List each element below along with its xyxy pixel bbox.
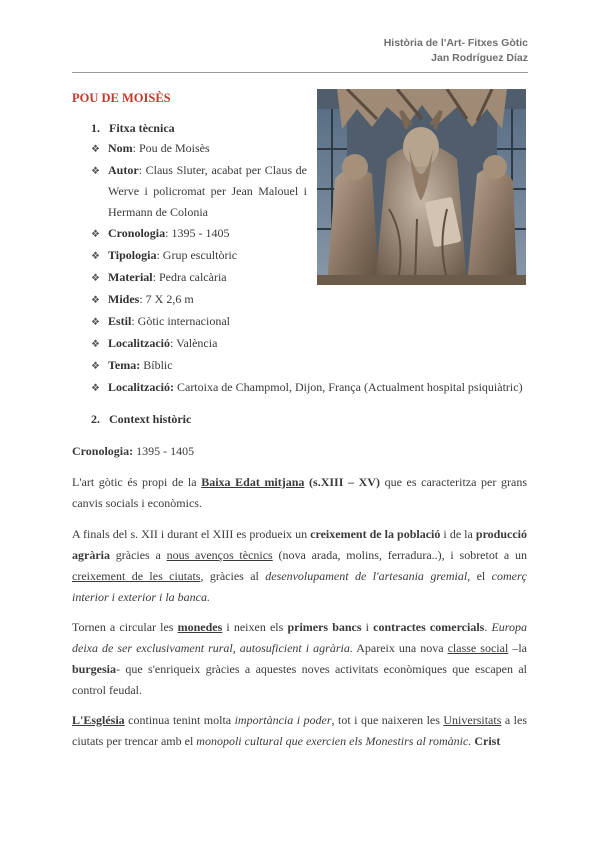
header-course: Història de l'Art- Fitxes Gòtic — [383, 37, 528, 49]
text-run: (s.XIII – XV) — [304, 475, 380, 489]
text-run: Tornen a circular les — [72, 620, 178, 634]
text-run: i — [361, 620, 374, 634]
field-value: : 1395 - 1405 — [165, 226, 230, 240]
text-run: contractes comercials — [373, 620, 485, 634]
field-value: : 7 X 2,6 m — [139, 292, 194, 306]
field-name: Autor — [108, 163, 139, 177]
text-run: monedes — [177, 620, 223, 634]
field-value: 1395 - 1405 — [133, 444, 195, 458]
text-run: , tot i que naixeren les — [331, 713, 444, 727]
text-run: Crist — [474, 734, 501, 748]
text-run: continua tenint molta — [124, 713, 235, 727]
text-run: i de la — [440, 527, 476, 541]
section-number: 2. — [91, 412, 100, 426]
field-value: : Claus Sluter, acabat per Claus de Werve i policromat per Jean Malouel i Hermann de Colonia — [108, 163, 307, 219]
text-run: Apareix una nova — [352, 641, 448, 655]
section-label: Context històric — [109, 412, 192, 426]
field-name: Cronologia — [108, 226, 166, 240]
text-run: desenvolupament de l'artesania gremial — [265, 569, 468, 583]
text-run: creixement de la població — [310, 527, 441, 541]
text-run: L'Església — [72, 713, 125, 727]
section-label: Fitxa tècnica — [109, 121, 175, 135]
text-run: importància i poder — [234, 713, 332, 727]
list-item — [91, 289, 531, 311]
text-run: monopoli cultural que exercien els Monestirs al romànic. — [196, 734, 472, 748]
paragraph-3 — [72, 617, 527, 701]
header-divider — [72, 72, 528, 73]
text-run: comerç interior i exterior i la banca. — [72, 569, 527, 604]
document-title: POU DE MOISÈS — [72, 91, 171, 105]
text-run: Baixa Edat mitjana — [201, 475, 305, 489]
list-item — [91, 355, 531, 377]
field-value: : Pedra calcària — [152, 270, 227, 284]
text-run: nous avenços tècnics — [166, 548, 273, 562]
field-value: Bíblic — [140, 358, 173, 372]
text-run: - que s'enriqueix gràcies a aquestes noves activitats econòmiques que escapen al control feudal. — [72, 662, 527, 697]
field-value: : Pou de Moisès — [132, 141, 210, 155]
header-author: Jan Rodríguez Díaz — [431, 52, 528, 64]
field-name: Estil — [108, 314, 132, 328]
field-name: Localització: — [108, 380, 174, 394]
section-number: 1. — [91, 121, 100, 135]
text-run: , el — [467, 569, 492, 583]
diamond-bullet-icon: ❖ — [91, 317, 100, 328]
text-run: Universitats — [443, 713, 502, 727]
list-item — [91, 267, 531, 289]
field-value: : Grup escultòric — [156, 248, 238, 262]
paragraph-1 — [72, 472, 527, 514]
text-run: , gràcies al — [200, 569, 266, 583]
field-value: Cartoixa de Champmol, Dijon, França (Actualment hospital psiquiàtric) — [173, 380, 523, 394]
field-name: Tipologia — [108, 248, 157, 262]
field-name: Tema: — [108, 358, 141, 372]
field-name: Mides — [108, 292, 140, 306]
text-run: classe social — [447, 641, 509, 655]
text-run: burgesia — [72, 662, 117, 676]
text-run: a les ciutats per trencar amb el — [72, 713, 528, 748]
text-run: i neixen els — [222, 620, 288, 634]
diamond-bullet-icon: ❖ — [91, 383, 100, 394]
text-run: –la — [508, 641, 527, 655]
field-name: Material — [108, 270, 153, 284]
diamond-bullet-icon: ❖ — [91, 273, 100, 284]
field-value: : València — [169, 336, 218, 350]
field-name: Nom — [108, 141, 133, 155]
diamond-bullet-icon: ❖ — [91, 251, 100, 262]
list-item — [91, 245, 531, 267]
diamond-bullet-icon: ❖ — [91, 229, 100, 240]
paragraph-4 — [72, 710, 527, 752]
text-run: Europa deixa de ser exclusivament rural, autosuficient i agrària. — [72, 620, 528, 655]
text-run: . — [484, 620, 492, 634]
paragraph-2 — [72, 524, 527, 608]
text-run: creixement de les ciutats — [72, 569, 201, 583]
list-item — [91, 223, 531, 245]
list-item — [91, 333, 531, 355]
fitxa-list — [91, 138, 531, 399]
field-name: Localització — [108, 336, 170, 350]
text-run: que es caracteritza per grans canvis socials i econòmics. — [72, 475, 527, 510]
diamond-bullet-icon: ❖ — [91, 295, 100, 306]
diamond-bullet-icon: ❖ — [91, 339, 100, 350]
diamond-bullet-icon: ❖ — [91, 144, 100, 155]
section-heading-fitxa — [91, 121, 175, 136]
diamond-bullet-icon: ❖ — [91, 361, 100, 372]
text-run: producció agrària — [72, 527, 528, 562]
text-run: A finals del s. XII i durant el XIII es produeix un — [72, 527, 311, 541]
field-value: : Gòtic internacional — [131, 314, 230, 328]
list-item — [91, 311, 531, 333]
list-item — [91, 377, 531, 399]
diamond-bullet-icon: ❖ — [91, 166, 100, 177]
text-run: L'art gòtic és propi de la — [72, 475, 202, 489]
list-item — [91, 160, 531, 223]
page-header — [384, 36, 528, 66]
cronologia-line — [72, 441, 527, 462]
field-name: Cronologia: — [72, 444, 134, 458]
text-run: (nova arada, molins, ferradura..), i sobretot a un — [272, 548, 528, 562]
text-run: gràcies a — [110, 548, 167, 562]
list-item — [91, 138, 531, 160]
section-heading-context — [91, 412, 191, 427]
text-run: primers bancs — [287, 620, 362, 634]
